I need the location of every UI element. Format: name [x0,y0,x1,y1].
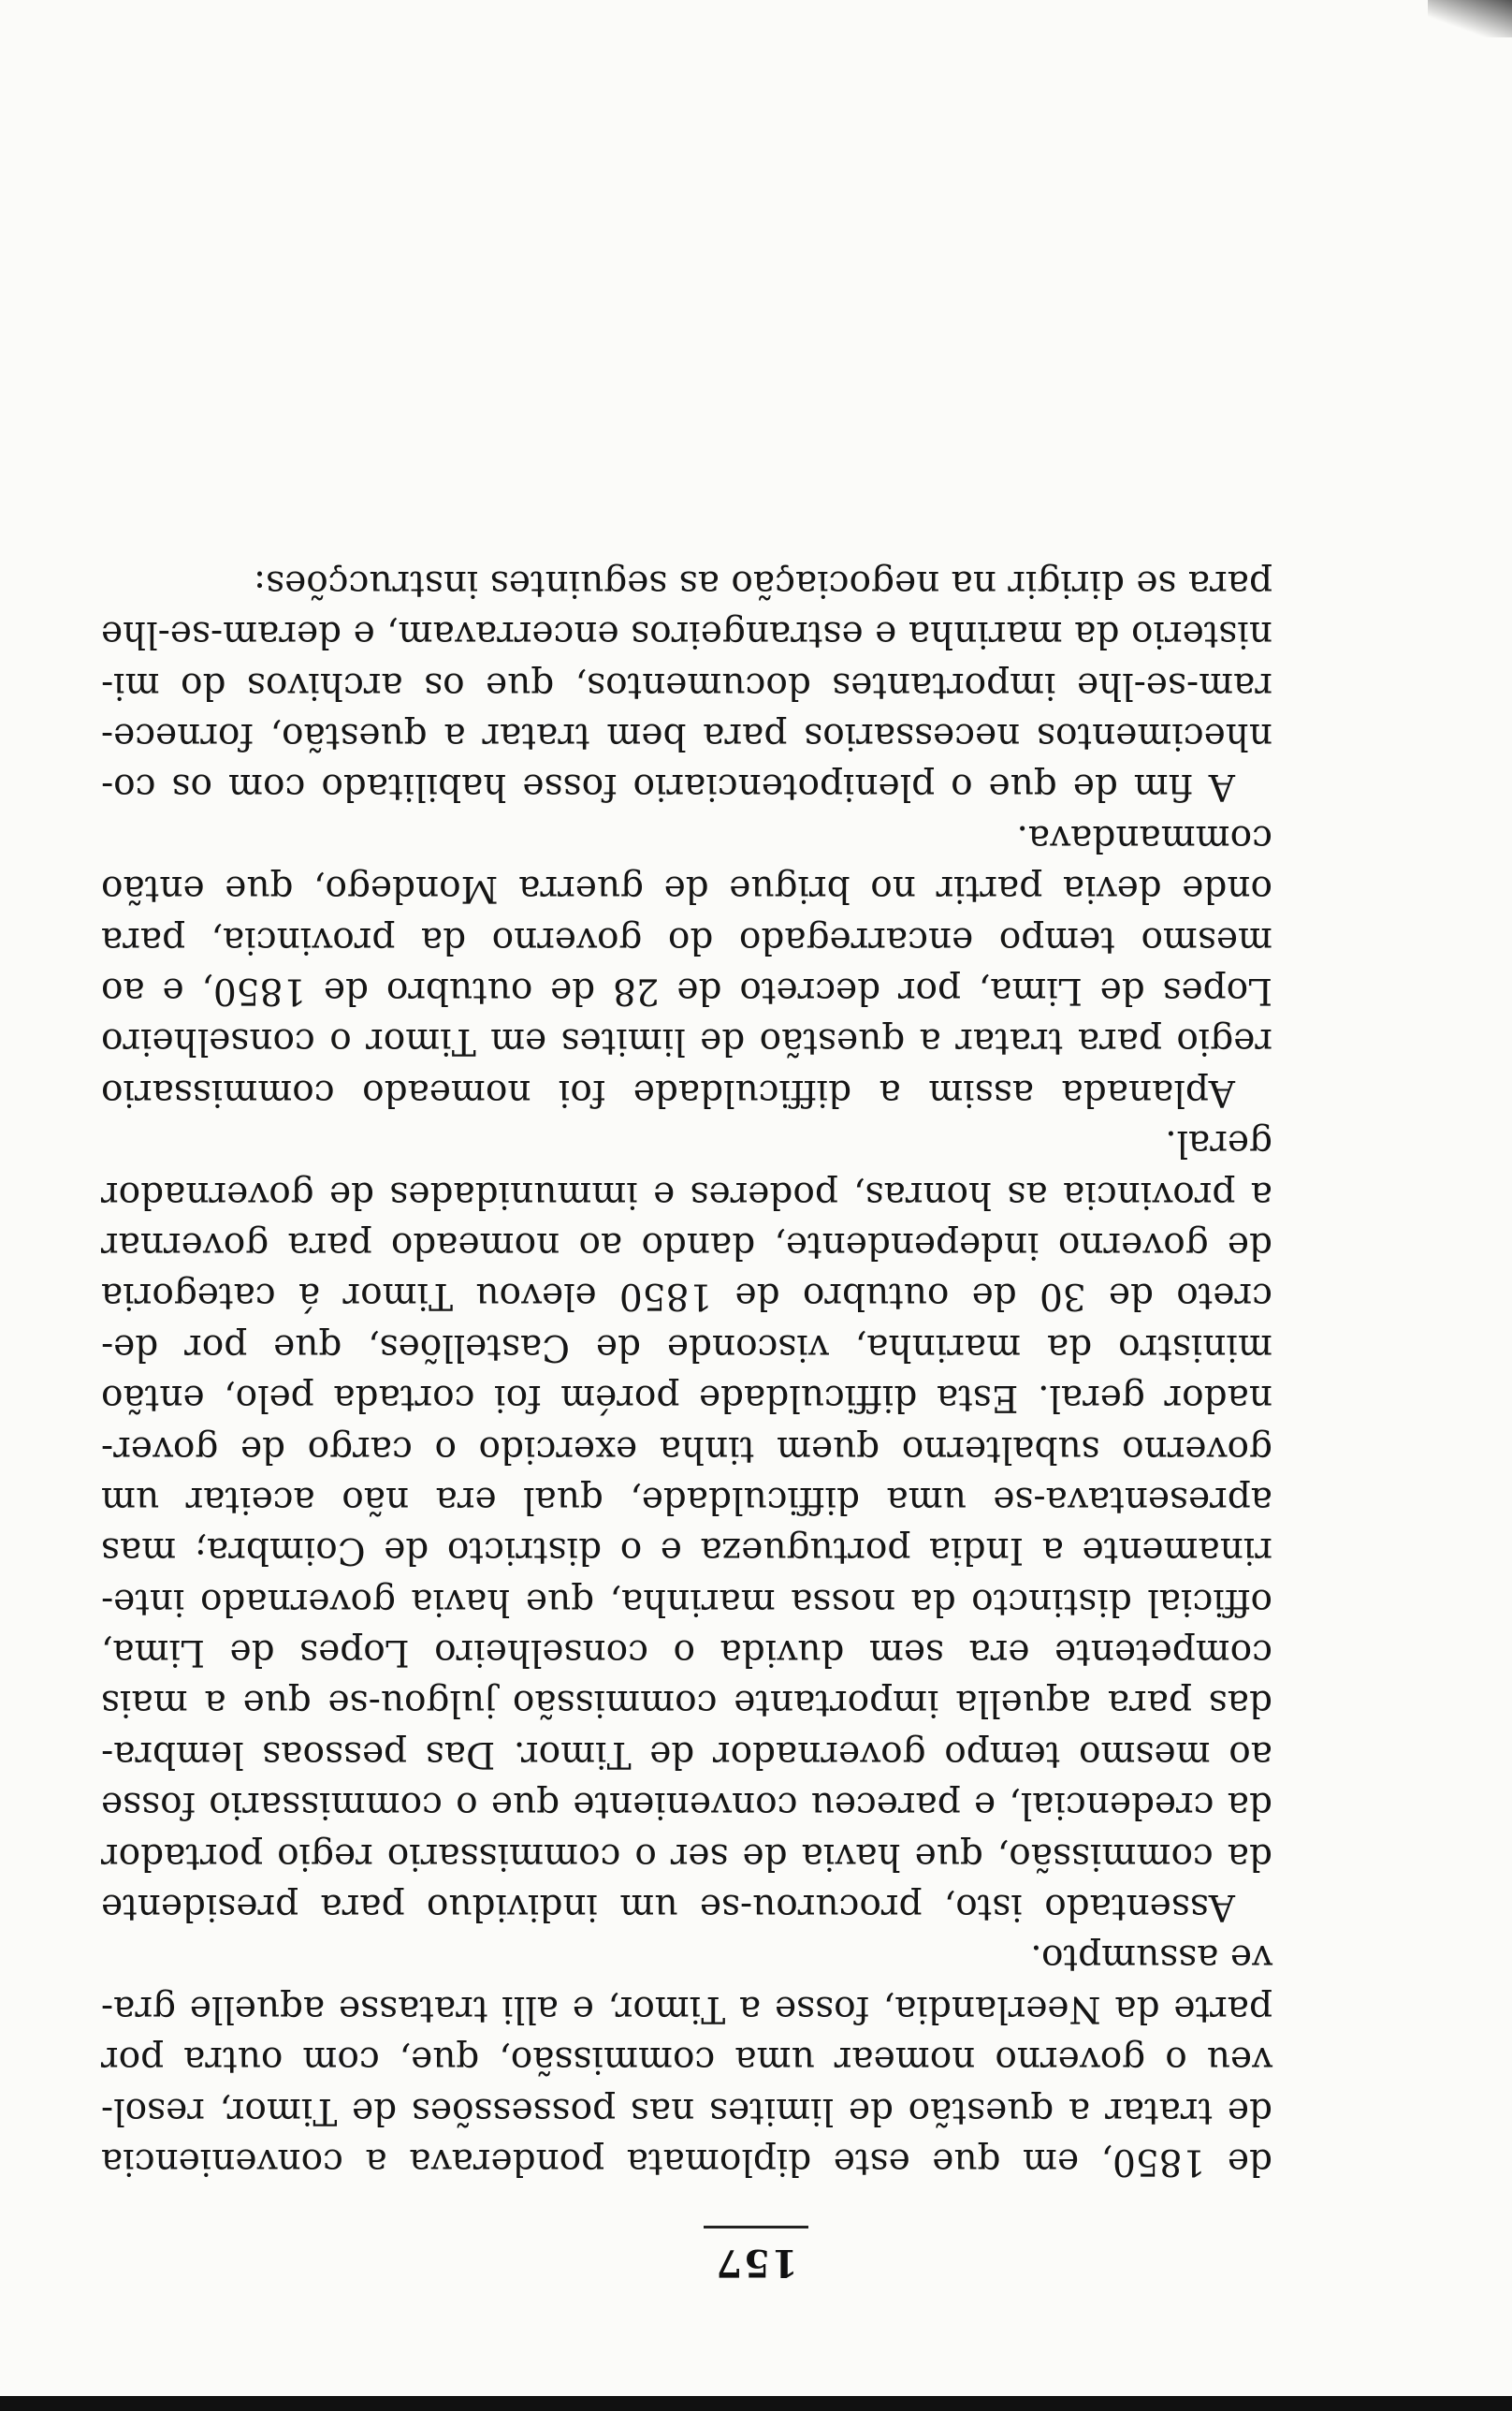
text-line: de 1850, em que este diplomata ponderava a conveniencia [101,2141,1272,2183]
paragraph-4 [101,558,1272,812]
text-line: Aplanada assim a difficuldade foi nomeado commissario [101,1071,1235,1114]
text-line: nisterio da marinha e estrangeiros encerravam, e deram-se-lhe [101,613,1272,656]
text-line: competente era sem duvida o conselheiro Lopes de Lima, [101,1631,1272,1674]
paragraph-2 [101,1118,1272,1932]
text-line: official distincto da nossa marinha, que havia governado inte- [101,1580,1272,1623]
text-line: de tratar a questão de limites nas possessões de Timor, resol- [101,2089,1272,2132]
paragraph-1 [101,1932,1272,2186]
text-line: ao mesmo tempo governador de Timor. Das pessoas lembra- [101,1732,1272,1775]
page-number-rule [704,2226,808,2228]
text-line: ve assumpto. [1030,1936,1272,1980]
text-line: nador geral. Esta difficuldade porém foi cortada pelo, então [101,1377,1272,1420]
body-text [101,558,1272,2187]
text-line: mesmo tempo encarregado do governo da provincia, para [101,918,1272,961]
text-line: Lopes de Lima, por decreto de 28 de outubro de 1850, e ao [101,970,1272,1013]
text-line: da commissão, que havia de ser o commissario regio portador [101,1834,1272,1878]
text-line: das para aquella importante commissão julgou-se que a mais [101,1682,1272,1725]
text-line: Assentado isto, procurou-se um individuo para presidente [101,1886,1235,1929]
text-line: creto de 30 de outubro de 1850 elevou Timor á categoria [101,1275,1272,1318]
text-line: veu o governo nomear uma commissão, que, com outra por [101,2038,1272,2082]
text-line: ram-se-lhe importantes documentos, que os archivos do mi- [101,664,1272,707]
text-line: commandava. [1016,816,1272,859]
text-line: onde devia partir no brigue de guerra Mondego, que então [101,868,1272,911]
text-line: regio para tratar a questão de limites em Timor o conselheiro [101,1020,1272,1063]
text-line: parte da Neerlandia, fosse a Timor, e alli tratasse aquelle gra- [101,1987,1272,2030]
text-line: apresentava-se uma difficuldade, qual era não aceitar um [101,1478,1272,1521]
text-line: A fim de que o plenipotenciario fosse habilitado com os co- [101,766,1235,809]
text-line: ministro da marinha, visconde de Castellões, que por de- [101,1325,1272,1368]
text-line: nhecimentos necessarios para bem tratar a questão, fornece- [101,715,1272,758]
text-line: geral. [1165,1122,1272,1165]
paragraph-3 [101,811,1272,1117]
text-line: governo subalterno quem tinha exercido o cargo de gover- [101,1427,1272,1470]
text-line: da credencial, e pareceu conveniente que o commissario fosse [101,1784,1272,1827]
text-line: rinamente a India portugueza e o districto de Coimbra; mas [101,1529,1272,1572]
text-line: a provincia as honras, poderes e immunidades de governador [101,1173,1272,1216]
text-line: de governo independente, dando ao nomeado para governar [101,1223,1272,1266]
page-number: 157 [714,2241,798,2285]
scan-edge-bottom [0,2396,1512,2411]
text-line: para se dirigir na negociação as seguintes instrucções: [253,562,1272,605]
